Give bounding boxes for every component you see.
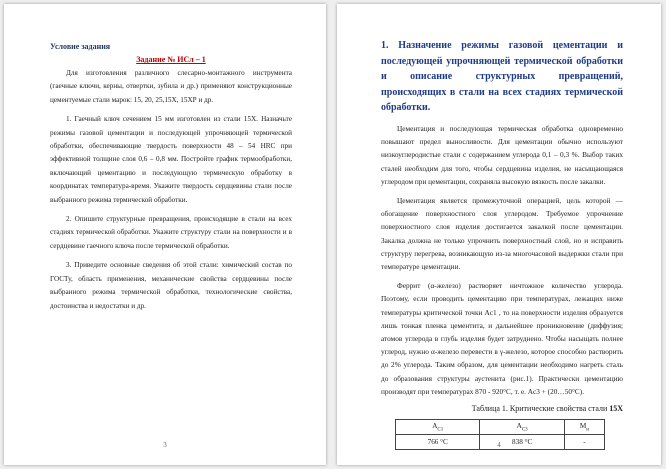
table-caption-steel-grade: 15Х [609, 404, 623, 414]
table-caption-text: Таблица 1. Критические свойства стали [471, 404, 608, 414]
document-page-left [4, 4, 326, 465]
task-intro-paragraph: Для изготовления различного слесарно-монтажного инструмента (гаечные ключи, керны, отвертки, зубила и др.) применяют конструкционные цементуемые стали марок: 15, 20, 25,15Х, 15ХР и др. [50, 69, 292, 104]
body-paragraph-3: Феррит (α-железо) растворяет ничтожное количество углерода. Поэтому, если проводить цементацию при температурах, лежащих ниже температуры критической точки Ac1 , то на поверхности изделия образуется лишь тонкая пленка цементита, и дальнейшее проникновение (диффузия; атомов углерода в глубь изделия будет затруднено. Чтобы насыщать полнее углерод, нужно α-железо перевести в γ-железо, которое способно растворить до 2% углерода. Таким образом, для цементации необходимо нагреть сталь до образования структуры аустенита (рис.1). Практически цементацию производят при температурах 870 - 920°С, т. е. Ac3 + (20…50°С). [381, 281, 623, 396]
table-cell: 838 °C [480, 435, 564, 450]
question-1-paragraph: 1. Гаечный ключ сечением 15 мм изготовлен из стали 15Х. Назначьте режимы газовой цементации и последующей упрочняющей термической обработки, обеспечивающие твердость поверхности 48 – 54 HRC при эффективной толщине слоя 0,6 – 0,8 мм. Постройте график термообработки, включающий цементацию и последующую термическую обработку в координатах температура-время. Укажите твердость сердцевины стали после выбранного режима термической обработки. [50, 115, 292, 204]
document-page-right [337, 4, 661, 465]
task-number: Задание № ИСл – 1 [136, 55, 206, 64]
page-number: 4 [497, 441, 501, 449]
question-3-paragraph: 3. Приведите основные сведения об этой стали: химический состав по ГОСТу, область применения, механические свойства сердцевины после выбранного режима термической обработки, технологические свойства, достоинства и недостатки и др. [50, 261, 292, 310]
table-header-row [396, 420, 605, 435]
table-caption [381, 404, 623, 413]
body-paragraph-2: Цементация является промежуточной операцией, цель которой — обогащение поверхностного слоя углеродом. Требуемое упрочнение поверхностного слоя изделия достигается закалкой после цементации. Закалка должна не только упрочнить поверхностный слой, но и исправить структуру перегрева, возникающую из-за многочасовой выдержки стали при температуре цементации. [381, 195, 623, 271]
table-cell: - [564, 435, 604, 450]
page-number: 3 [163, 441, 167, 449]
section-heading: 1. Назначение режимы газовой цементации и последующей упрочняющей термической обработки и описание структурных превращений, происходящих в стали на всех стадиях термической обработки. [381, 40, 623, 114]
question-2-paragraph: 2. Опишите структурные превращения, происходящие в стали на всех стадиях термической обработки. Укажите структуру стали на поверхности и в сердцевине гаечного ключа после термической обработки. [50, 215, 292, 250]
table-header-cell: $A_{C1}$ [396, 420, 480, 435]
table-header-cell: $M_н$ [564, 420, 604, 435]
table-header-cell: $A_{C3}$ [480, 420, 564, 435]
table-cell: 766 °C [396, 435, 480, 450]
task-heading: Условие задания [50, 42, 111, 51]
page-content [50, 42, 292, 313]
page-content [381, 38, 623, 450]
body-paragraph-1: Цементация и последующая термическая обработка одновременно повышают предел выносливости. Для цементации обычно используют низкоуглеродистые стали с содержанием углерода 0,1 – 0,3 %. Выбор таких сталей необходим для того, чтобы сердцевина изделия, не насыщающаяся углеродом при цементации, сохраняла высокую вязкость после закалки. [381, 123, 623, 186]
